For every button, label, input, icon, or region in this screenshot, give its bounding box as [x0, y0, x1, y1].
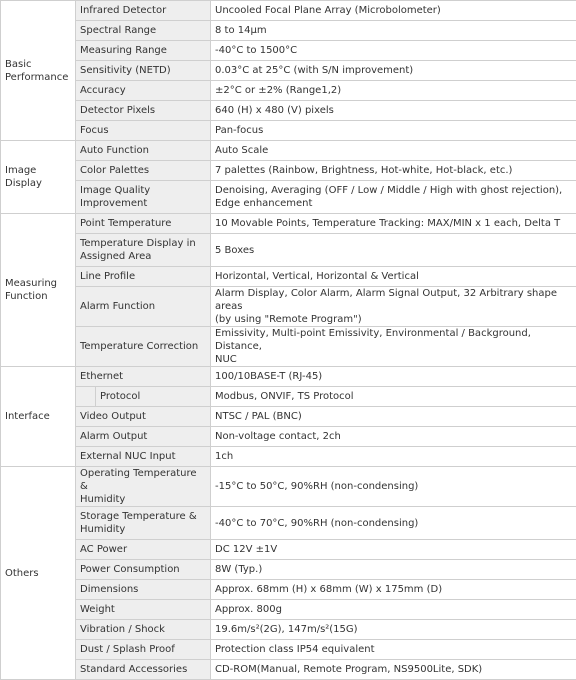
spec-value: -40°C to 70°C, 90%RH (non-condensing): [211, 507, 576, 540]
spec-value: 8W (Typ.): [211, 560, 576, 580]
spec-value: Alarm Display, Color Alarm, Alarm Signal Output, 32 Arbitrary shape areas (by using "Remote Program"): [211, 287, 576, 327]
table-row: [1, 234, 576, 267]
table-row: [1, 640, 576, 660]
spec-value: 0.03°C at 25°C (with S/N improvement): [211, 61, 576, 81]
spec-value: CD-ROM(Manual, Remote Program, NS9500Lite, SDK): [211, 660, 576, 680]
table-row: [1, 214, 576, 234]
spec-item: Weight: [76, 600, 211, 620]
spec-item: Ethernet: [76, 367, 211, 387]
spec-item: Infrared Detector: [76, 1, 211, 21]
table-row: [1, 427, 576, 447]
spec-value: -15°C to 50°C, 90%RH (non-condensing): [211, 467, 576, 507]
spec-item: Alarm Output: [76, 427, 211, 447]
spec-item: Dimensions: [76, 580, 211, 600]
table-row: [1, 287, 576, 327]
spec-item: Standard Accessories: [76, 660, 211, 680]
spec-item: Measuring Range: [76, 41, 211, 61]
table-row: [1, 447, 576, 467]
spec-item: Power Consumption: [76, 560, 211, 580]
table-row: [1, 560, 576, 580]
spec-value: Modbus, ONVIF, TS Protocol: [211, 387, 576, 407]
spec-value: 100/10BASE-T (RJ-45): [211, 367, 576, 387]
spec-item: Line Profile: [76, 267, 211, 287]
spec-value: 1ch: [211, 447, 576, 467]
table-row: [1, 540, 576, 560]
table-row: [1, 141, 576, 161]
spec-value: Denoising, Averaging (OFF / Low / Middle / High with ghost rejection), Edge enhancement: [211, 181, 576, 214]
spec-item: Temperature Correction: [76, 327, 211, 367]
spec-value: 10 Movable Points, Temperature Tracking: MAX/MIN x 1 each, Delta T: [211, 214, 576, 234]
spec-value: Non-voltage contact, 2ch: [211, 427, 576, 447]
spec-item: Operating Temperature & Humidity: [76, 467, 211, 507]
spec-item: Alarm Function: [76, 287, 211, 327]
spec-value: NTSC / PAL (BNC): [211, 407, 576, 427]
table-row: [1, 467, 576, 507]
spec-value: 7 palettes (Rainbow, Brightness, Hot-white, Hot-black, etc.): [211, 161, 576, 181]
spec-value: 19.6m/s²(2G), 147m/s²(15G): [211, 620, 576, 640]
table-row: [1, 327, 576, 367]
spec-value: ±2°C or ±2% (Range1,2): [211, 81, 576, 101]
category-cell: Image Display: [1, 141, 76, 214]
category-cell: Interface: [1, 367, 76, 467]
table-row: [1, 600, 576, 620]
spec-value: 5 Boxes: [211, 234, 576, 267]
spec-item: External NUC Input: [76, 447, 211, 467]
spec-item: Color Palettes: [76, 161, 211, 181]
spec-value: Emissivity, Multi-point Emissivity, Environmental / Background, Distance, NUC: [211, 327, 576, 367]
table-row: [1, 101, 576, 121]
table-row: [1, 580, 576, 600]
spec-item: Auto Function: [76, 141, 211, 161]
spec-item: Dust / Splash Proof: [76, 640, 211, 660]
table-row: [1, 161, 576, 181]
table-row: [1, 21, 576, 41]
table-row: [1, 407, 576, 427]
spec-sub-item: Protocol: [96, 387, 211, 407]
table-row: [1, 507, 576, 540]
spec-value: Pan-focus: [211, 121, 576, 141]
table-row: [1, 1, 576, 21]
spec-value: Approx. 68mm (H) x 68mm (W) x 175mm (D): [211, 580, 576, 600]
table-row: [1, 267, 576, 287]
spec-item: Vibration / Shock: [76, 620, 211, 640]
spec-value: -40°C to 1500°C: [211, 41, 576, 61]
spec-value: 8 to 14μm: [211, 21, 576, 41]
spec-value: DC 12V ±1V: [211, 540, 576, 560]
table-row: [1, 387, 576, 407]
spec-item: Image Quality Improvement: [76, 181, 211, 214]
table-row: [1, 81, 576, 101]
table-row: [1, 41, 576, 61]
spec-value: Horizontal, Vertical, Horizontal & Vertical: [211, 267, 576, 287]
category-cell: Others: [1, 467, 76, 680]
spec-item: Point Temperature: [76, 214, 211, 234]
spec-item: Temperature Display in Assigned Area: [76, 234, 211, 267]
spec-item: Accuracy: [76, 81, 211, 101]
spec-item: Spectral Range: [76, 21, 211, 41]
table-row: [1, 367, 576, 387]
spec-value: Auto Scale: [211, 141, 576, 161]
spec-value: Protection class IP54 equivalent: [211, 640, 576, 660]
spec-value: Approx. 800g: [211, 600, 576, 620]
category-cell: Basic Performance: [1, 1, 76, 141]
spec-item: AC Power: [76, 540, 211, 560]
table-row: [1, 620, 576, 640]
table-row: [1, 121, 576, 141]
spec-item: Video Output: [76, 407, 211, 427]
category-cell: Measuring Function: [1, 214, 76, 367]
spec-item: Focus: [76, 121, 211, 141]
spec-item: Storage Temperature & Humidity: [76, 507, 211, 540]
table-row: [1, 61, 576, 81]
spec-value: 640 (H) x 480 (V) pixels: [211, 101, 576, 121]
spec-item: Detector Pixels: [76, 101, 211, 121]
spec-value: Uncooled Focal Plane Array (Microbolometer): [211, 1, 576, 21]
sub-item-indent: [76, 387, 96, 407]
table-row: [1, 660, 576, 680]
spec-item: Sensitivity (NETD): [76, 61, 211, 81]
table-row: [1, 181, 576, 214]
